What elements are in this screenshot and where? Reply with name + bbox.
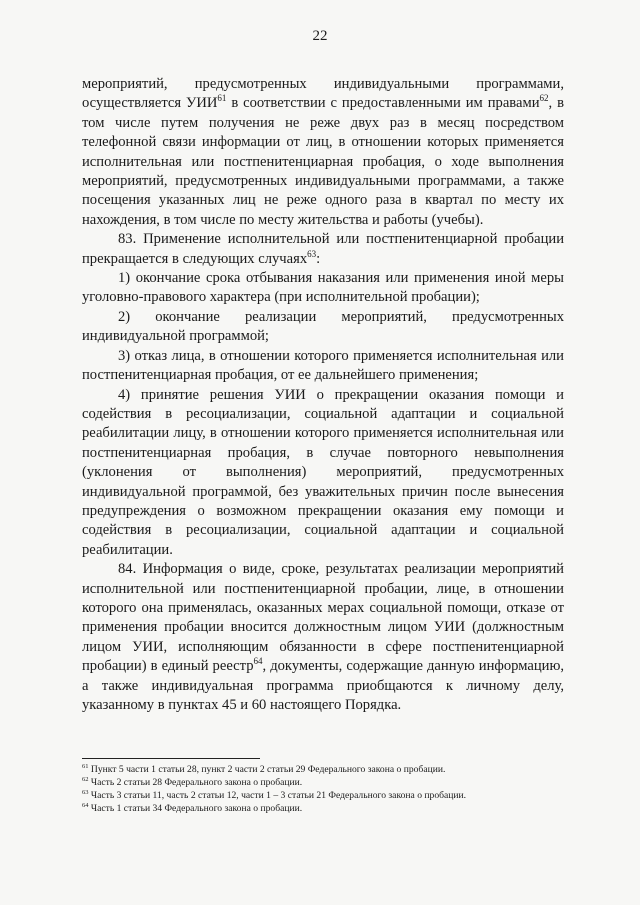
footnote (82, 789, 564, 802)
footnote-ref: 62 (539, 93, 549, 104)
paragraph (82, 308, 564, 347)
footnote-number: 63 (82, 789, 89, 796)
footnote-text: Часть 1 статьи 34 Федерального закона о пробации. (88, 803, 303, 814)
paragraph-text: в соответствии с предоставленными им правами (226, 95, 540, 112)
paragraph-text: 1) окончание срока отбывания наказания или применения иной меры уголовно-правового характера (при исполнительной пробации); (82, 270, 564, 306)
footnote-text: Пункт 5 части 1 статьи 28, пункт 2 части 2 статьи 29 Федерального закона о пробации. (88, 764, 446, 775)
paragraph (82, 230, 564, 269)
footnote-ref: 61 (217, 93, 227, 104)
paragraph (82, 386, 564, 561)
footnote-ref: 64 (253, 656, 263, 667)
footnote-text: Часть 2 статьи 28 Федерального закона о пробации. (88, 777, 303, 788)
footnote-ref: 63 (307, 248, 317, 259)
footnote-number: 64 (82, 802, 89, 809)
paragraph-text: 2) окончание реализации мероприятий, предусмотренных индивидуальной программой; (82, 308, 564, 345)
footnote-separator (82, 758, 260, 759)
paragraph-text: , документы, содержащие данную информацию, а также индивидуальная программа приобщаются к личному делу, указанному в пунктах 45 и 60 настоящего Порядка. (82, 658, 564, 713)
footnote-number: 62 (82, 776, 89, 783)
footnote (82, 763, 564, 776)
paragraph (82, 75, 564, 230)
page-number: 22 (312, 28, 328, 44)
paragraph-text: 84. Информация о виде, сроке, результатах реализации мероприятий исполнительной или постпенитенциарной пробации, лице, в отношении которого она применялась, оказанных мерах социальной помощи, отказе от применения пробации вносится должностным лицом УИИ (должностным лицом УИИ, исполняющим обязанности в сфере постпенитенциарной пробации) в единый реестр (82, 561, 564, 675)
paragraph (82, 560, 564, 715)
footnote (82, 776, 564, 789)
paragraph-text: , в том числе путем получения не реже двух раз в месяц посредством телефонной связи информации от лиц, в отношении которых применяется исполнительная или постпенитенциарная пробация, о ходе выполнения мероприятий, предусмотренных индивидуальными программами, а также посещения указанных лиц не реже одного раза в квартал по месту их нахождения, в том числе по месту жительства и работы (учебы). (82, 95, 564, 228)
footnote (82, 802, 564, 815)
body-text (82, 75, 564, 715)
paragraph-text: 4) принятие решения УИИ о прекращении оказания помощи и содействия в ресоциализации, социальной адаптации и социальной реабилитации лицу, в отношении которого применяется исполнительная или постпенитенциарная пробация, в случае повторного невыполнения (уклонения от выполнения) мероприятий, предусмотренных индивидуальной программой, без уважительных причин после вынесения предупреждения о возможном прекращении оказания ему помощи и содействия в ресоциализации, социальной адаптации и социальной реабилитации. (82, 386, 564, 558)
paragraph-text: мероприятий, предусмотренных индивидуальными программами, осуществляется УИИ (82, 76, 564, 112)
paragraph-text: 83. Применение исполнительной или постпенитенциарной пробации прекращается в следующих случаях (82, 231, 564, 267)
paragraph (82, 269, 564, 308)
footnote-text: Часть 3 статьи 11, часть 2 статьи 12, части 1 – 3 статьи 21 Федерального закона о пробации. (88, 790, 467, 801)
paragraph-text: : (316, 250, 321, 267)
paragraph (82, 347, 564, 386)
footnotes (82, 763, 564, 815)
footnote-number: 61 (82, 763, 89, 770)
paragraph-text: 3) отказ лица, в отношении которого применяется исполнительная или постпенитенциарная пробация, от ее дальнейшего применения; (82, 347, 564, 384)
